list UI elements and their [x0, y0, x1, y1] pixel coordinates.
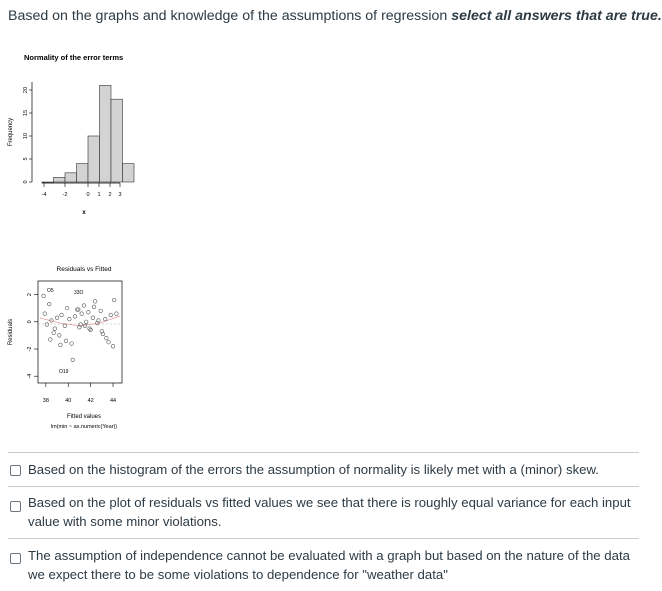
histogram-y-tick-label: 0 [23, 180, 29, 184]
scatter-point [68, 317, 72, 321]
scatter-y-tick-label: 0 [27, 320, 33, 324]
answer-checkbox-2[interactable] [10, 501, 21, 512]
histogram-bar [65, 173, 77, 182]
histogram-x-tick-label: 3 [118, 192, 122, 198]
scatter-point [59, 343, 63, 347]
scatter-point [70, 342, 74, 346]
scatter-point [112, 298, 116, 302]
scatter-point [103, 317, 107, 321]
histogram-bars [42, 85, 134, 182]
scatter-point [80, 312, 84, 316]
scatter-points [42, 294, 118, 362]
scatter-title: Residuals vs Fitted [56, 266, 112, 273]
scatter-x-tick-label: 40 [65, 398, 72, 404]
histogram-x-tick-label: 1 [97, 192, 101, 198]
histogram-x-tick-label: 0 [86, 192, 90, 198]
scatter-point [49, 338, 53, 342]
scatter-point [60, 313, 64, 317]
histogram-y-tick-label: 15 [23, 109, 29, 117]
answer-option-3[interactable] [8, 538, 639, 591]
scatter-point [115, 312, 119, 316]
answer-option-1[interactable] [8, 452, 639, 486]
histogram-bar [88, 136, 100, 182]
scatter-point [105, 336, 109, 340]
scatter-x-tick-label: 44 [109, 398, 117, 404]
scatter-y-tick-label: -2 [27, 346, 33, 352]
histogram-xlabel: x [82, 210, 86, 216]
scatter-point [53, 327, 57, 331]
scatter-point [42, 294, 46, 298]
scatter-point [111, 344, 115, 348]
histogram-bar [123, 164, 135, 182]
question-emphasis: select all answers that are true. [451, 8, 662, 24]
histogram-title: Normality of the error terms [24, 53, 124, 62]
scatter-point [64, 339, 68, 343]
scatter-point [63, 324, 67, 328]
answer-checkbox-1[interactable] [10, 465, 21, 476]
scatter-point [93, 300, 97, 304]
scatter-chart [8, 266, 122, 430]
scatter-y-tick-label: 2 [27, 293, 33, 297]
scatter-point [83, 324, 87, 328]
scatter-point [99, 309, 103, 313]
histogram-x-tick-label: -2 [62, 192, 68, 198]
point-label-19: O19 [59, 369, 69, 375]
histogram-bar [100, 85, 112, 182]
scatter-subtitle: lm(min ~ as.numeric(Year)) [50, 424, 118, 430]
answer-option-2[interactable] [8, 486, 639, 538]
histogram-bar [77, 164, 89, 182]
histogram-x-tick-label: -4 [41, 192, 47, 198]
scatter-ylabel: Residuals [8, 318, 14, 346]
histogram-ylabel: Frequency [8, 117, 14, 147]
histogram-y-tick-label: 20 [23, 86, 29, 94]
histogram-y-ticks [23, 87, 32, 184]
scatter-frame [38, 281, 122, 383]
histogram-y-tick-label: 10 [23, 132, 29, 140]
scatter-point [55, 316, 59, 320]
scatter-point [73, 315, 77, 319]
scatter-x-tick-label: 38 [42, 398, 49, 404]
scatter-point [43, 312, 47, 316]
scatter-x-ticks [43, 383, 116, 404]
scatter-point [109, 313, 113, 317]
scatter-smooth-line [40, 316, 120, 326]
histogram-bar [54, 177, 66, 182]
scatter-point [47, 302, 51, 306]
scatter-point [65, 306, 69, 310]
answer-checkbox-3[interactable] [10, 553, 21, 564]
scatter-point [82, 304, 86, 308]
histogram-bar [111, 99, 123, 182]
histogram-y-tick-label: 5 [23, 157, 29, 161]
answer-text-1: Based on the histogram of the errors the assumption of normality is likely met with a (minor) skew. [28, 462, 599, 477]
scatter-point [87, 310, 91, 314]
question-prefix: Based on the graphs and knowledge of the assumptions of regression [8, 8, 452, 24]
histogram-x-tick-label: 2 [108, 192, 112, 198]
scatter-point [84, 320, 88, 324]
scatter-xlabel: Fitted values [66, 414, 102, 420]
scatter-y-ticks [27, 293, 38, 379]
scatter-point [107, 340, 111, 344]
point-label-33: 33O [74, 290, 84, 296]
scatter-point [92, 305, 96, 309]
scatter-x-tick-label: 42 [87, 398, 94, 404]
scatter-point [71, 358, 75, 362]
histogram-chart [8, 53, 134, 216]
answer-text-2: Based on the plot of residuals vs fitted values we see that there is roughly equal variance for each input value with some minor violations. [28, 495, 631, 529]
scatter-point [45, 323, 49, 327]
histogram-x-ticks [42, 183, 122, 198]
scatter-y-tick-label: -4 [27, 373, 33, 379]
point-label-5: O5 [47, 288, 54, 294]
scatter-point [52, 331, 56, 335]
scatter-point [57, 334, 61, 338]
scatter-point [91, 316, 95, 320]
answer-text-3: The assumption of independence cannot be evaluated with a graph but based on the nature of the data we expect there to be some violations to dependence for "weather data" [28, 548, 630, 582]
